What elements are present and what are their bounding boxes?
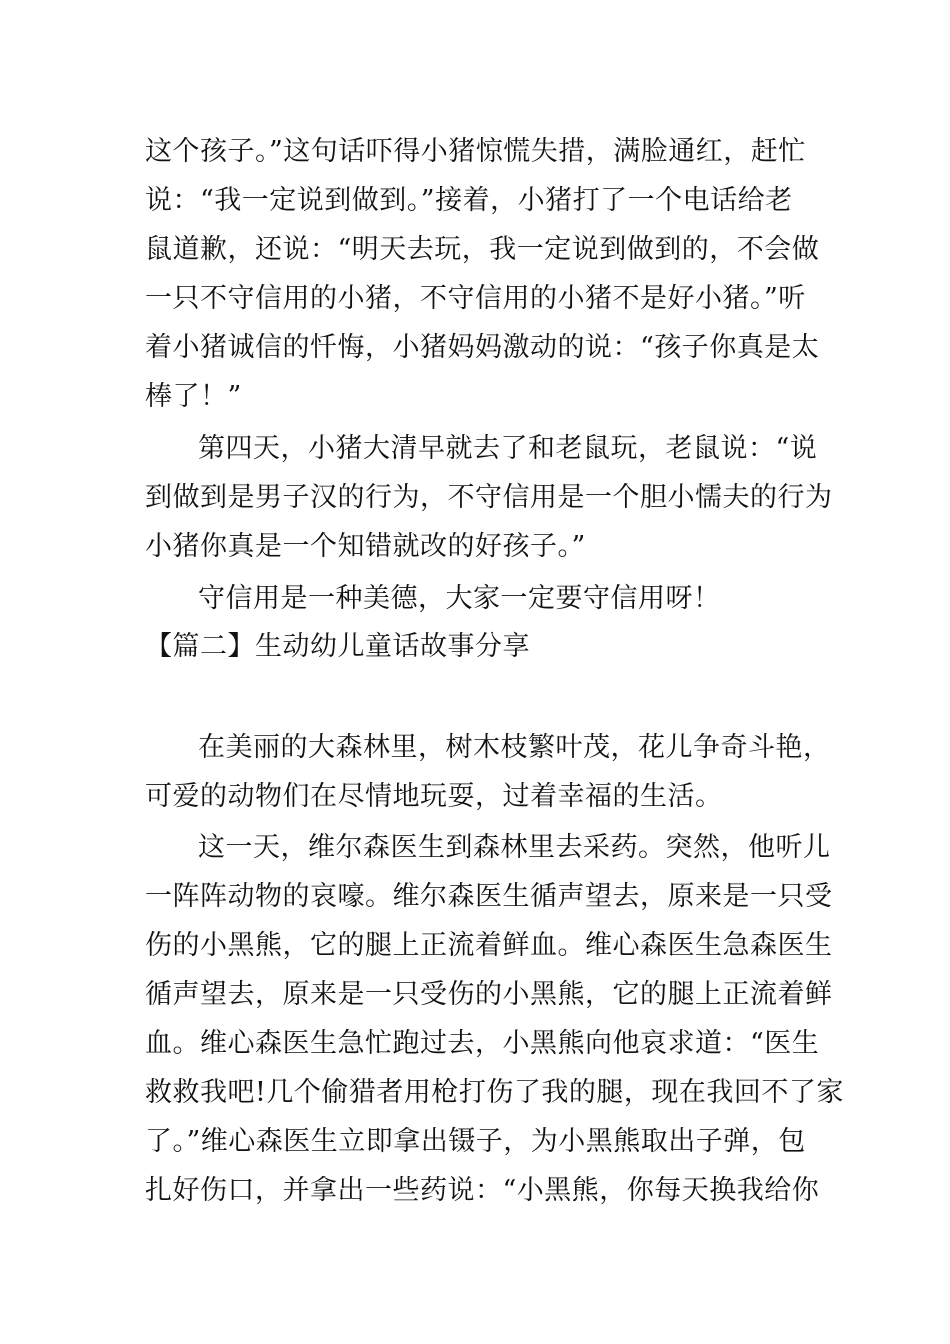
text-line: 鼠道歉，还说：“明天去玩，我一定说到做到的，不会做 [145, 234, 820, 265]
text-line: 棒了！” [145, 381, 242, 412]
text-line: 血。维心森医生急忙跑过去，小黑熊向他哀求道：“医生 [145, 1028, 820, 1059]
text-line: 小猪你真是一个知错就改的好孩子。” [145, 531, 586, 562]
text-line: 说：“我一定说到做到。”接着，小猪打了一个电话给老 [145, 185, 793, 216]
text-line: 救救我吧!几个偷猎者用枪打伤了我的腿，现在我回不了家 [145, 1077, 844, 1108]
text-line: 着小猪诚信的忏悔，小猪妈妈激动的说：“孩子你真是太 [145, 332, 820, 363]
text-line: 伤的小黑熊，它的腿上正流着鲜血。维心森医生急森医生 [145, 930, 833, 961]
paragraph-start-line: 这一天，维尔森医生到森林里去采药。突然，他听儿 [198, 832, 831, 863]
text-line: 一阵阵动物的哀嚎。维尔森医生循声望去，原来是一只受 [145, 881, 833, 912]
text-line: 循声望去，原来是一只受伤的小黑熊，它的腿上正流着鲜 [145, 979, 833, 1010]
paragraph-start-line: 第四天，小猪大清早就去了和老鼠玩，老鼠说：“说 [198, 433, 818, 464]
text-line: 了。”维心森医生立即拿出镊子，为小黑熊取出子弹，包 [145, 1126, 806, 1157]
text-line: 一只不守信用的小猪，不守信用的小猪不是好小猪。”听 [145, 283, 806, 314]
text-line: 到做到是男子汉的行为，不守信用是一个胆小懦夫的行为 [145, 482, 833, 513]
paragraph-start-line: 在美丽的大森林里，树木枝繁叶茂，花儿争奇斗艳， [198, 732, 831, 763]
paragraph-start-line: 守信用是一种美德，大家一定要守信用呀！ [198, 583, 721, 614]
text-line: 这个孩子。”这句话吓得小猪惊慌失措，满脸通红，赶忙 [145, 136, 806, 167]
text-line: 可爱的动物们在尽情地玩耍，过着幸福的生活。 [145, 781, 723, 812]
section-heading: 【篇二】生动幼儿童话故事分享 [145, 631, 530, 662]
text-line: 扎好伤口，并拿出一些药说：“小黑熊，你每天换我给你 [145, 1175, 820, 1206]
